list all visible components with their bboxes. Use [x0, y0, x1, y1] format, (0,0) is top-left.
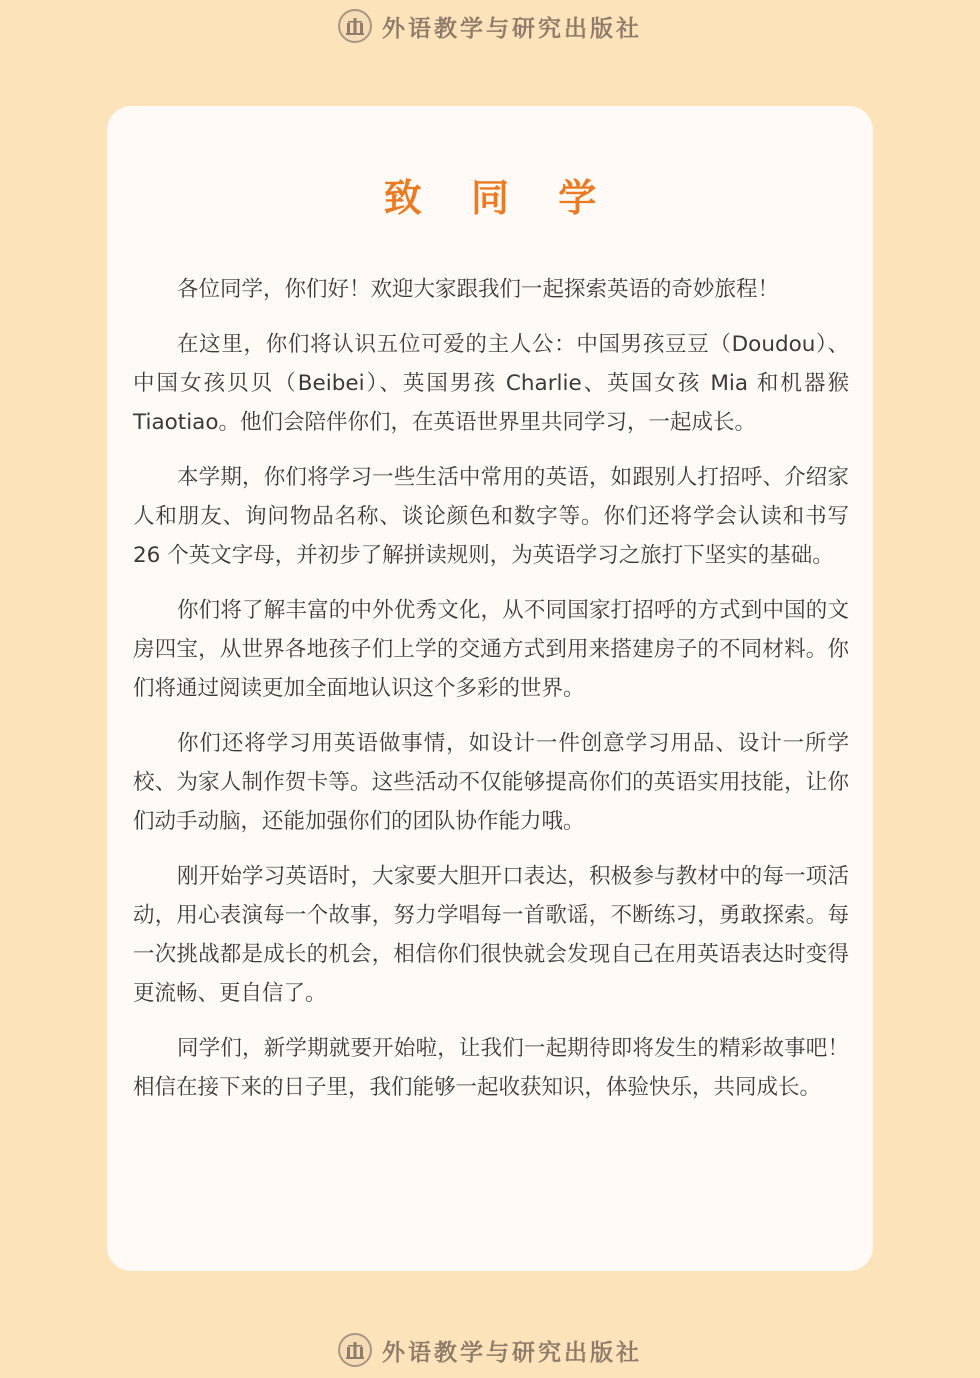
publisher-footer [0, 1330, 980, 1370]
publisher-name: 外语教学与研究出版社 [382, 15, 642, 42]
letter-card [107, 106, 873, 1271]
publisher-logo-icon [338, 9, 372, 43]
letter-paragraph: 你们将了解丰富的中外优秀文化，从不同国家打招呼的方式到中国的文房四宝，从世界各地孩子们上学的交通方式到用来搭建房子的不同材料。你们将通过阅读更加全面地认识这个多彩的世界。 [133, 598, 849, 701]
letter-paragraph: 同学们，新学期就要开始啦，让我们一起期待即将发生的精彩故事吧！相信在接下来的日子里，我们能够一起收获知识，体验快乐，共同成长。 [133, 1036, 849, 1100]
letter-paragraph: 你们还将学习用英语做事情，如设计一件创意学习用品、设计一所学校、为家人制作贺卡等。这些活动不仅能够提高你们的英语实用技能，让你们动手动脑，还能加强你们的团队协作能力哦。 [133, 731, 849, 834]
publisher-header [0, 6, 980, 46]
letter-paragraph: 刚开始学习英语时，大家要大胆开口表达，积极参与教材中的每一项活动，用心表演每一个故事，努力学唱每一首歌谣，不断练习，勇敢探索。每一次挑战都是成长的机会，相信你们很快就会发现自己在用英语表达时变得更流畅、更自信了。 [133, 864, 849, 1006]
publisher-name: 外语教学与研究出版社 [382, 1339, 642, 1366]
letter-body [133, 270, 849, 1123]
letter-paragraph: 在这里，你们将认识五位可爱的主人公：中国男孩豆豆（Doudou）、中国女孩贝贝（Beibei）、英国男孩 Charlie、英国女孩 Mia 和机器猴 Tiaotiao。他们会陪伴你们，在英语世界里共同学习，一起成长。 [133, 332, 849, 435]
publisher-logo-icon [338, 1333, 372, 1367]
letter-paragraph: 各位同学，你们好！欢迎大家跟我们一起探索英语的奇妙旅程！ [177, 277, 780, 302]
letter-title: 致 同 学 [383, 176, 615, 220]
letter-paragraph: 本学期，你们将学习一些生活中常用的英语，如跟别人打招呼、介绍家人和朋友、询问物品名称、谈论颜色和数字等。你们还将学会认读和书写 26 个英文字母，并初步了解拼读规则，为英语学习之旅打下坚实的基础。 [133, 465, 849, 568]
